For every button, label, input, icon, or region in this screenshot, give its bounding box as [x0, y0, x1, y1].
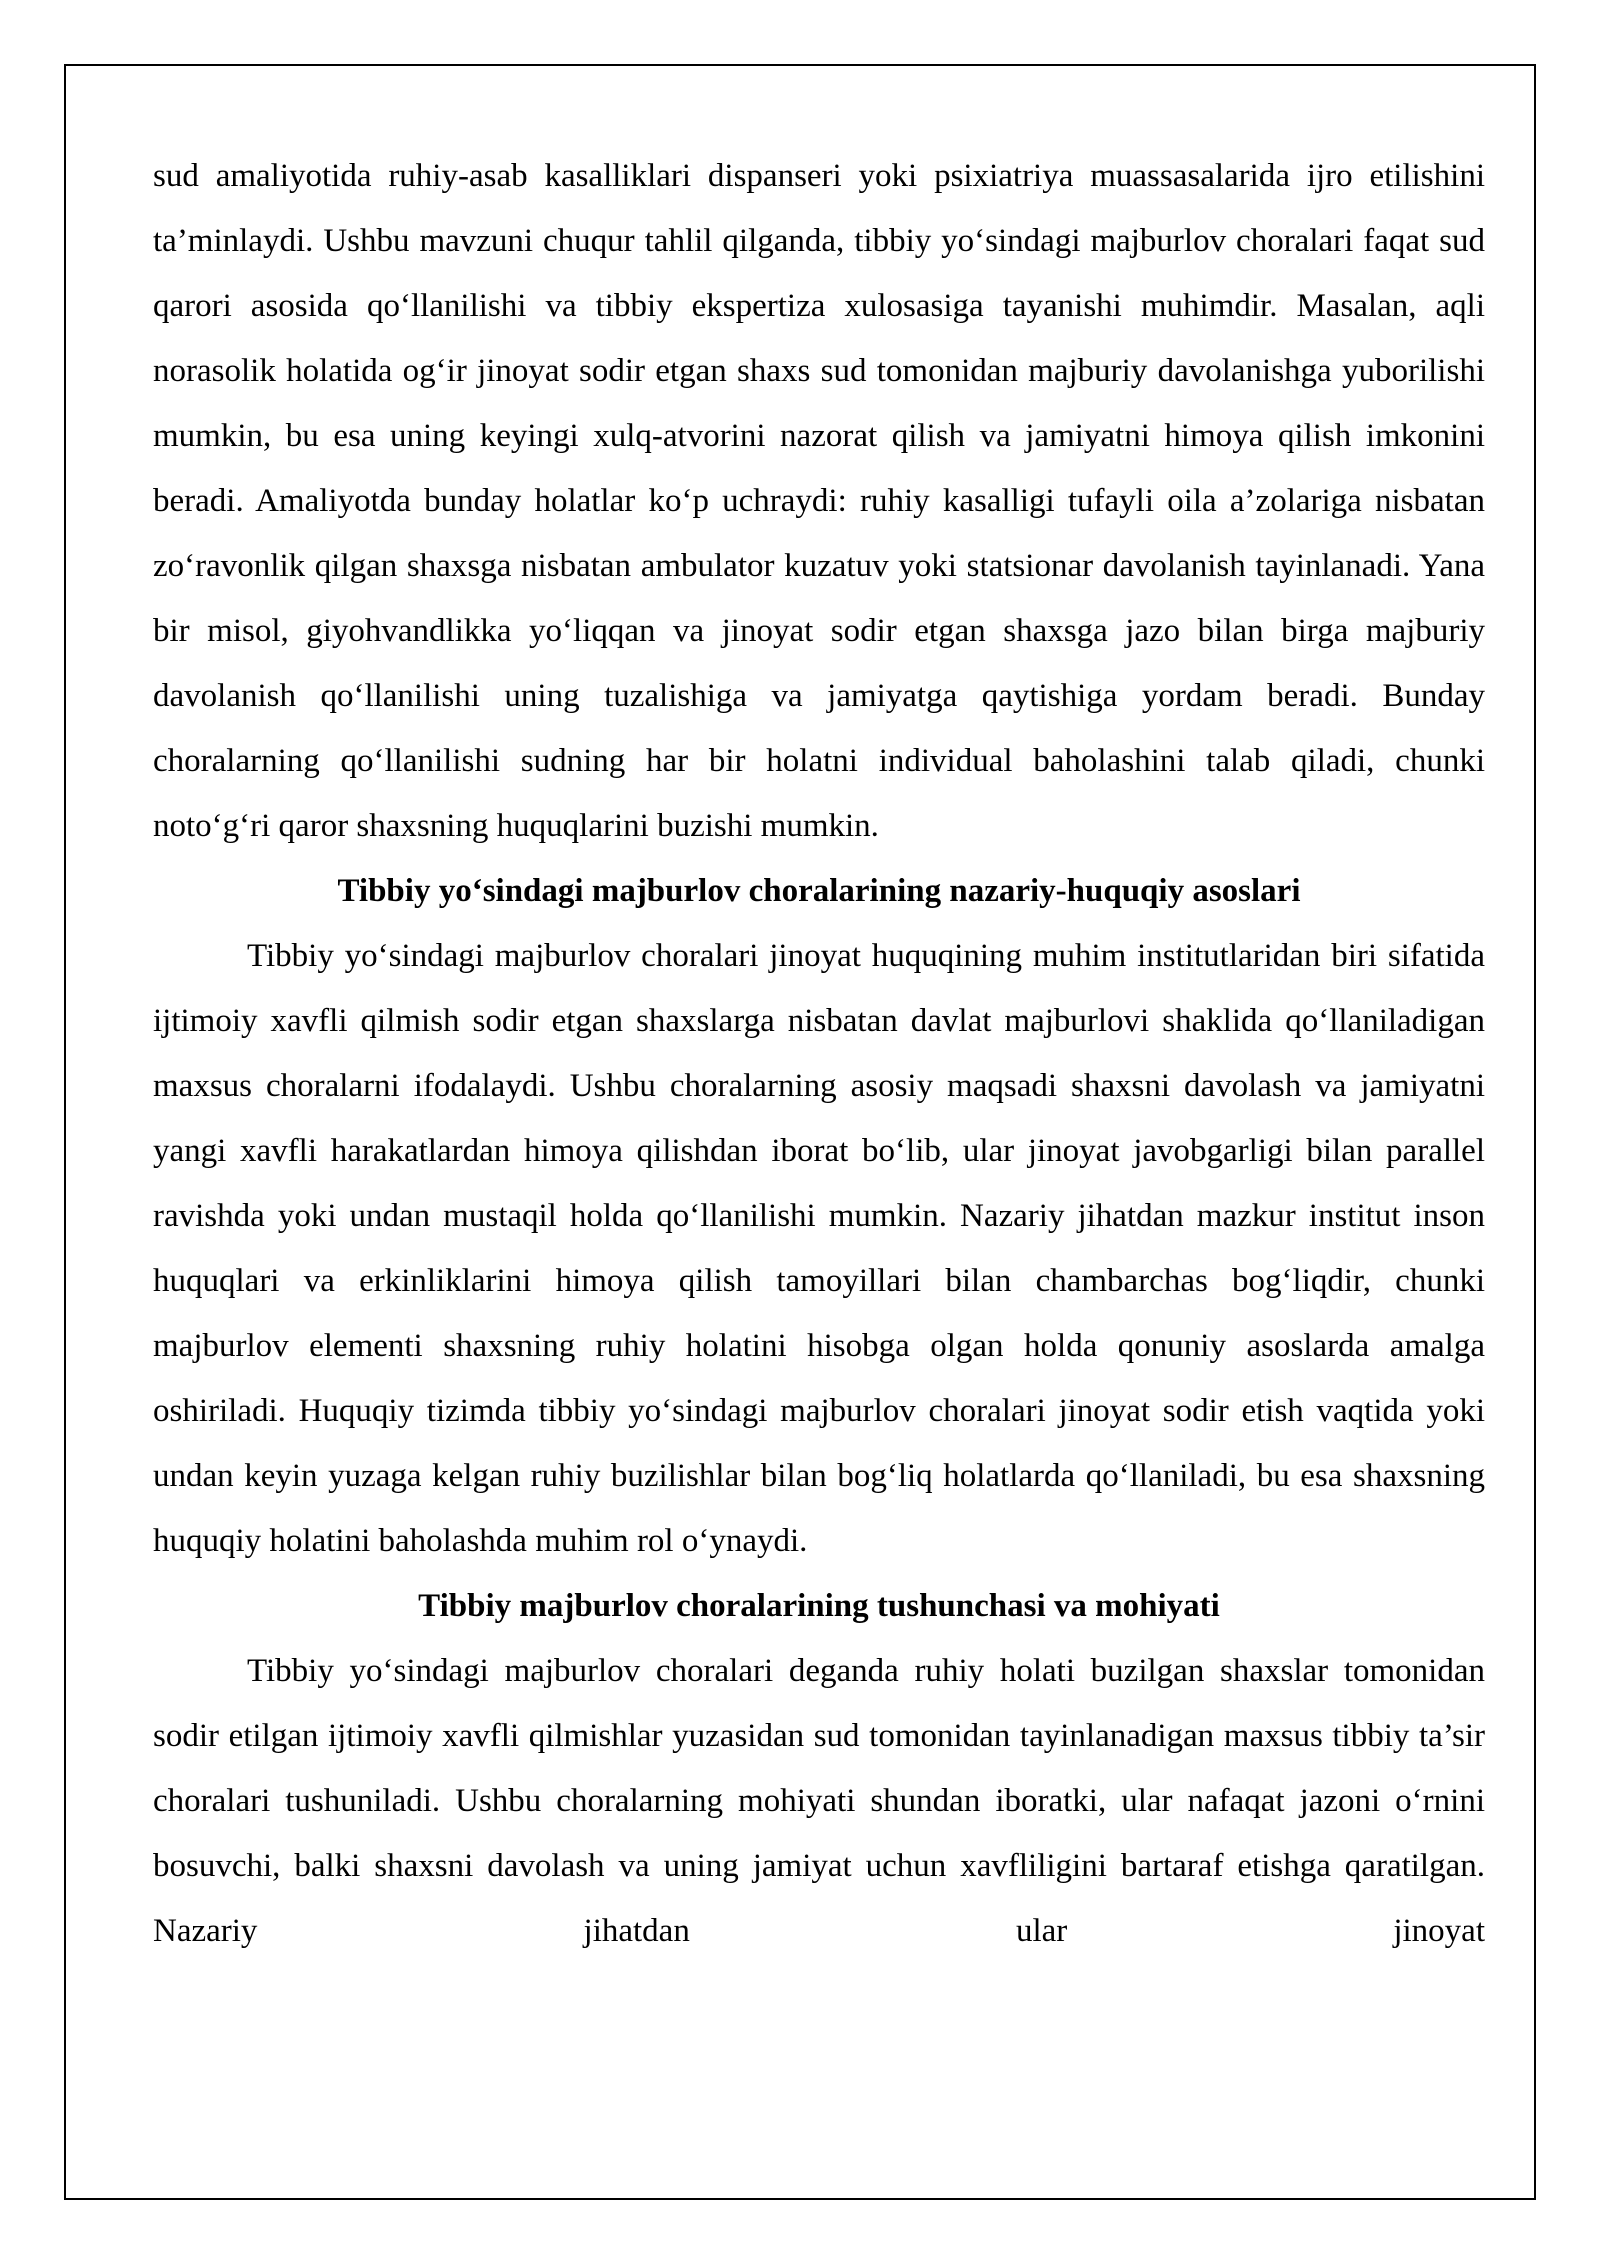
- document-body: [153, 144, 1485, 1964]
- section-heading: Tibbiy majburlov choralarining tushunchasi va mohiyati: [418, 1588, 1220, 1624]
- section-heading: Tibbiy yo‘sindagi majburlov choralarining nazariy-huquqiy asoslari: [337, 873, 1301, 909]
- body-paragraph: sud amaliyotida ruhiy-asab kasalliklari dispanseri yoki psixiatriya muassasalarida ijro etilishini ta’minlaydi. Ushbu mavzuni chuqur tahlil qilganda, tibbiy yo‘sindagi majburlov choralari faqat sud qarori asosida qo‘llanilishi va tibbiy ekspertiza xulosasiga tayanishi muhimdir. Masalan, aqli norasolik holatida og‘ir jinoyat sodir etgan shaxs sud tomonidan majburiy davolanishga yuborilishi mumkin, bu esa uning keyingi xulq-atvorini nazorat qilish va jamiyatni himoya qilish imkonini beradi. Amaliyotda bunday holatlar ko‘p uchraydi: ruhiy kasalligi tufayli oila a’zolariga nisbatan zo‘ravonlik qilgan shaxsga nisbatan ambulator kuzatuv yoki statsionar davolanish tayinlanadi. Yana bir misol, giyohvandlikka yo‘liqqan va jinoyat sodir etgan shaxsga jazo bilan birga majburiy davolanish qo‘llanilishi uning tuzalishiga va jamiyatga qaytishiga yordam beradi. Bunday choralarning qo‘llanilishi sudning har bir holatni individual baholashini talab qiladi, chunki noto‘g‘ri qaror shaxsning huquqlarini buzishi mumkin.: [153, 158, 1485, 844]
- body-paragraph: Tibbiy yo‘sindagi majburlov choralari jinoyat huquqining muhim institutlaridan biri sifatida ijtimoiy xavfli qilmish sodir etgan shaxslarga nisbatan davlat majburlovi shaklida qo‘llaniladigan maxsus choralarni ifodalaydi. Ushbu choralarning asosiy maqsadi shaxsni davolash va jamiyatni yangi xavfli harakatlardan himoya qilishdan iborat bo‘lib, ular jinoyat javobgarligi bilan parallel ravishda yoki undan mustaqil holda qo‘llanilishi mumkin. Nazariy jihatdan mazkur institut inson huquqlari va erkinliklarini himoya qilish tamoyillari bilan chambarchas bog‘liqdir, chunki majburlov elementi shaxsning ruhiy holatini hisobga olgan holda qonuniy asoslarda amalga oshiriladi. Huquqiy tizimda tibbiy yo‘sindagi majburlov choralari jinoyat sodir etish vaqtida yoki undan keyin yuzaga kelgan ruhiy buzilishlar bilan bog‘liq holatlarda qo‘llaniladi, bu esa shaxsning huquqiy holatini baholashda muhim rol o‘ynaydi.: [153, 938, 1485, 1559]
- body-paragraph: Tibbiy yo‘sindagi majburlov choralari deganda ruhiy holati buzilgan shaxslar tomonidan sodir etilgan ijtimoiy xavfli qilmishlar yuzasidan sud tomonidan tayinlanadigan maxsus tibbiy ta’sir choralari tushuniladi. Ushbu choralarning mohiyati shundan iboratki, ular nafaqat jazoni o‘rnini bosuvchi, balki shaxsni davolash va uning jamiyat uchun xavfliligini bartaraf etishga qaratilgan. Nazariy jihatdan ular jinoyat: [153, 1653, 1485, 1949]
